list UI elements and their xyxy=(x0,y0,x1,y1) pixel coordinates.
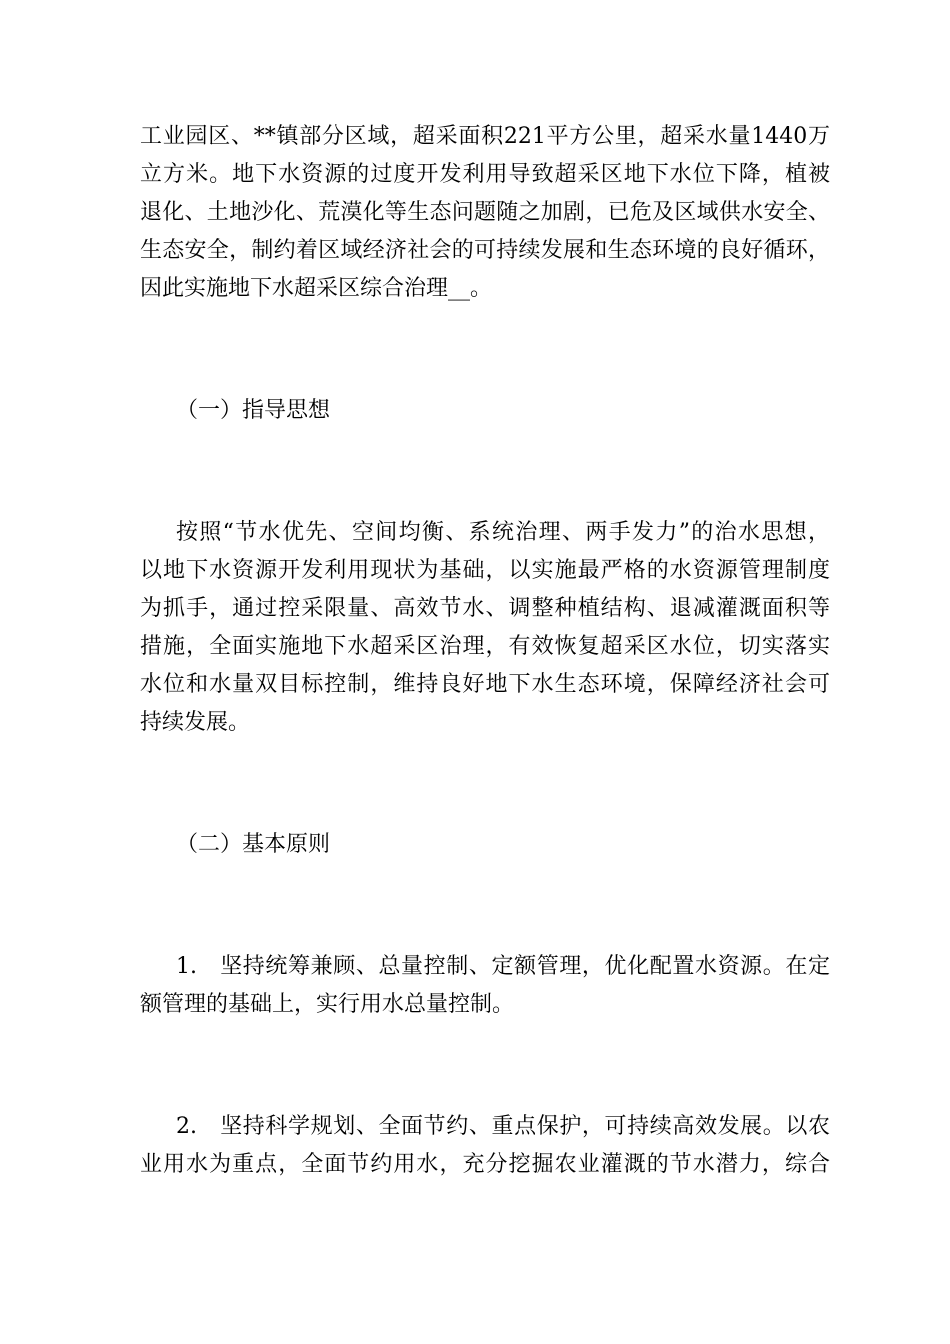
text-line: 额管理的基础上，实行用水总量控制。 xyxy=(140,992,515,1017)
text-line: 业用水为重点，全面节约用水，充分挖掘农业灌溉的节水潜力，综合 xyxy=(140,1152,830,1177)
text-line: 水位和水量双目标控制，维持良好地下水生态环境，保障经济社会可 xyxy=(140,672,830,697)
text-line: 按照“节水优先、空间均衡、系统治理、两手发力”的治水思想， xyxy=(176,520,830,545)
principle-item-1 xyxy=(140,948,830,1024)
text-line: 持续发展。 xyxy=(140,710,251,735)
text-line: 为抓手，通过控采限量、高效节水、调整种植结构、退减灌溉面积等 xyxy=(140,596,830,621)
section-heading-basic-principles: （二）基本原则 xyxy=(176,832,331,857)
text-line: 因此实施地下水超采区综合治理__。 xyxy=(140,276,493,301)
principle-item-2 xyxy=(140,1108,830,1184)
text-line: 措施，全面实施地下水超采区治理，有效恢复超采区水位，切实落实 xyxy=(140,634,830,659)
text-line: 立方米。地下水资源的过度开发利用导致超采区地下水位下降，植被 xyxy=(140,162,830,187)
document-page xyxy=(140,118,830,1184)
text-line: 2. 坚持科学规划、全面节约、重点保护，可持续高效发展。以农 xyxy=(176,1114,830,1139)
text-line: 工业园区、**镇部分区域，超采面积221平方公里，超采水量1440万 xyxy=(140,124,830,149)
text-line: 1. 坚持统筹兼顾、总量控制、定额管理，优化配置水资源。在定 xyxy=(176,954,830,979)
text-line: 生态安全，制约着区域经济社会的可持续发展和生态环境的良好循环， xyxy=(140,238,830,263)
section-heading-guiding-thought: （一）指导思想 xyxy=(176,398,331,423)
text-line: 退化、土地沙化、荒漠化等生态问题随之加剧，已危及区域供水安全、 xyxy=(140,200,830,225)
intro-paragraph xyxy=(140,118,830,308)
guiding-thought-paragraph xyxy=(140,514,830,742)
text-line: 以地下水资源开发利用现状为基础，以实施最严格的水资源管理制度 xyxy=(140,558,830,583)
